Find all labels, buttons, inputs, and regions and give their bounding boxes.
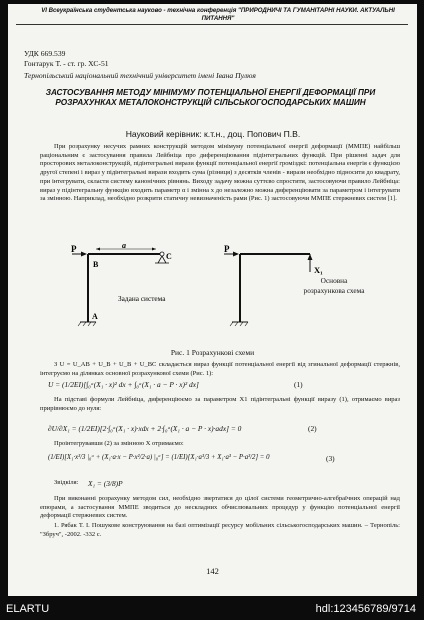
from-label: Звідкіля: — [54, 479, 79, 486]
conference-header: VI Всеукраїнська студентська науково - технічна конференція "ПРИРОДНИЧІ ТА ГУМАНІТАРНІ НАУКИ. АКТУАЛЬНІ ПИТАННЯ" — [41, 7, 395, 22]
figure-caption: Рис. 1 Розрахункові схеми — [170, 348, 255, 357]
repository-name: ELARTU — [6, 603, 50, 615]
author-line: Гонтарук Т. - ст. гр. ХС-51 — [24, 59, 109, 68]
udk-code: УДК 669.539 — [24, 49, 66, 58]
integration-paragraph: Проінтегрувавши (2) за змінною X отримаємо: — [54, 440, 184, 447]
reference-item: 1. Рябак Т. І. Пошукове конструювання на базі оптимізації ресурсу мобільних сільськогосподарських машин. – Тернопіль: "Збруч", -2002. -332 с. — [40, 522, 400, 538]
joint-label-a: A — [92, 312, 98, 321]
equation-3-number: (3) — [326, 454, 335, 463]
unknown-force-label: X₁ — [314, 265, 323, 275]
conclusion-paragraph: При виконанні розрахунку методом сил, необхідно звертатися до цілої системи геометрично-алгебраїчних операцій над епюрами, а застосування ММПЕ зводиться до нескладних обчислювальних процедур у функцію потенціальної енергії деформації стержневих систем. — [40, 495, 400, 520]
page-number: 142 — [206, 566, 219, 576]
given-system-caption: Задана система — [118, 294, 166, 303]
document-page — [8, 4, 417, 596]
dimension-label-a: a — [122, 244, 126, 250]
energy-paragraph: З U = U_AB + U_B + U_B + U_BC складається вираз функції потенціальної енергії від згинальної деформації стержнів, інтегруємо на ділянках основної розрахункової схеми (Рис. 1): — [40, 361, 400, 377]
handle-id: hdl:123456789/9714 — [315, 603, 416, 615]
supervisor-line: Науковий керівник: к.т.н., доц. Попович П.В. — [125, 129, 301, 139]
given-system-frame — [72, 248, 169, 327]
abstract-paragraph: При розрахунку несучих рамних конструкцій методом мінімуму потенціальної енергії деформації (ММПЕ) найбільш раціональним є застосування правила Лейбніца про диференціювання підінтегральних функцій. При рішенні задач для просторових металоконструкцій, підінтегральні вирази функції потенціальної енергії громіздкі: потенціальна енергія є функцією другої степені і вираз у підінтегральні вирази входить сума (різниця) з десятків членів - вирази необхідно підносити до квадрату, при інтегрувати, скласти систему канонічних рівнянь. Виходу задачу можна суттєво спростити, застосовуючи правило Лейбніца: вираз у підінтегральну функцію входить параметр α і змінна x до незалежно можна диференціювати за параметром і інтегрувати за змінною. Наприклад, необхідно розкрити статичну невизначеність рами (Рис. 1) застосовуючи ММПЕ стержневих систем [1]. — [40, 143, 400, 203]
load-label-right: P — [224, 244, 230, 254]
joint-label-c: C — [166, 252, 172, 261]
equation-1-number: (1) — [294, 380, 303, 389]
equation-1: U = (1/2EI)[∫₀ᵃ(X₁ · x)² dx + ∫₀ᵃ(X₁ · a − P · x)² dx] — [48, 380, 199, 389]
basic-scheme-caption: Основна розрахункова схема — [303, 276, 365, 295]
leibniz-paragraph: На підставі формули Лейбніца, диференціюємо за параметром X1 підінтегральні функції виразу (1), отримаємо вираз прирівнюємо до нуля: — [40, 396, 400, 412]
institution-line: Тернопільський національний технічний університет імені Івана Пулюя — [24, 71, 256, 80]
equation-3: (1/EI)[X₁·x³/3 |₀ᵃ + (X₁·a·x − P·x²/2·a) |₀ᵃ] = (1/EI)[X₁·a³/3 + X₁·a³ − P·a³/2] = 0 — [48, 454, 270, 461]
article-title: ЗАСТОСУВАННЯ МЕТОДУ МІНІМУМУ ПОТЕНЦІАЛЬНОЇ ЕНЕРГІЇ ДЕФОРМАЦІЇ ПРИ РОЗРАХУНКАХ МЕТАЛОКОНСТРУКЦІЙ СІЛЬСЬКОГОСПОДАРСЬКИХ МАШИН — [45, 88, 376, 107]
equation-4: X₁ = (3/8)P — [88, 479, 123, 488]
joint-label-b: B — [93, 260, 99, 269]
load-label-left: P — [71, 244, 77, 254]
equation-2-number: (2) — [308, 424, 317, 433]
equation-2: ∂U/∂X₁ = (1/2EI)[2·∫₀ᵃ(X₁ · x)·xdx + 2·∫₀ᵃ(X₁ · a − P · x)·adx] = 0 — [48, 424, 242, 433]
repository-footer — [0, 600, 424, 620]
header-rule — [16, 24, 408, 25]
frame-diagram — [66, 244, 406, 339]
basic-scheme-caption-box — [300, 276, 368, 316]
